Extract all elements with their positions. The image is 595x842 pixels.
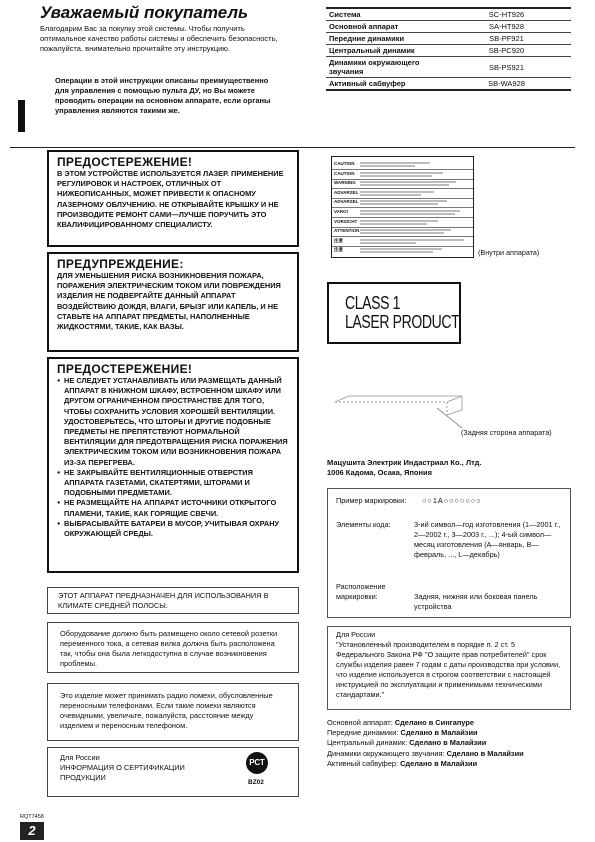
service-life-text: "Установленный производителем в порядке п. 2 ст. 5 Федерального Закона РФ "О защите прав потребителей" срок службы изделия равен 7 годам с даты производства при условии, что изделие используется в строгом соответствии с настоящей инструкцией по эксплуатации и применимыми техническими стандартами.": [336, 640, 561, 699]
caution-text: В ЭТОМ УСТРОЙСТВЕ ИСПОЛЬЗУЕТСЯ ЛАЗЕР. ПРИМЕНЕНИЕ РЕГУЛИРОВОК И НАСТРОЕК, ОТЛИЧНЫХ ОТ НИЖЕОПИСАННЫХ, МОЖЕТ ПРИВЕСТИ К ОПАСНОМУ ЛАЗЕРНОМУ ОБЛУЧЕНИЮ. НЕ ОТКРЫВАЙТЕ КРЫШКУ И НЕ ПРОИЗВОДИТЕ РЕМОНТ САМИ—ЛУЧШЕ ПОРУЧИТЬ ЭТО КВАЛИФИЦИРОВАННОМУ СПЕЦИАЛИСТУ.: [57, 169, 284, 230]
laser-label-fine-print: [360, 184, 449, 186]
table-cell-value: SB-PF921: [442, 33, 571, 45]
list-item: Передние динамики: Сделано в Малайзии: [327, 728, 478, 738]
list-item: ● ВЫБРАСЫВАЙТЕ БАТАРЕИ В МУСОР, УЧИТЫВАЯ ОХРАНУ ОКРУЖАЮЩЕЙ СРЕДЫ.: [57, 519, 289, 539]
laser-label-fine-print: [360, 248, 442, 250]
laser-label-word: 注意: [334, 247, 343, 253]
laser-label-fine-print: [360, 251, 433, 253]
laser-label-word: WARNING: [334, 180, 356, 186]
table-cell-label: Динамики окружающего звучания: [326, 57, 442, 78]
laser-label-fine-print: [360, 200, 447, 202]
table-cell-label: Центральный динамик: [326, 45, 442, 57]
laser-label-fine-print: [360, 232, 444, 234]
marking-elements-label: Элементы кода:: [336, 520, 391, 529]
inside-caption: (Внутри аппарата): [478, 248, 540, 257]
cert-region: Для России: [60, 753, 100, 762]
warning-box: [47, 252, 299, 352]
table-cell-label: Основной аппарат: [326, 21, 442, 33]
laser-label-fine-print: [360, 210, 460, 212]
table-row: [326, 21, 571, 33]
list-item: ● НЕ СЛЕДУЕТ УСТАНАВЛИВАТЬ ИЛИ РАЗМЕЩАТЬ ДАННЫЙ АППАРАТ В КНИЖНОМ ШКАФУ, ВСТРОЕННОМ ШКАФУ ИЛИ ДРУГОМ ОГРАНИЧЕННОМ ПРОСТРАНСТВЕ ДЛЯ ТОГО, ЧТОБЫ СОХРАНИТЬ УСЛОВИЯ ХОРОШЕЙ ВЕНТИЛЯЦИИ. УДОСТОВЕРЬТЕСЬ, ЧТО ШТОРЫ И ДРУГИЕ ПОДОБНЫЕ ПРЕДМЕТЫ НЕ ПРЕПЯТСТВУЮТ НОРМАЛЬНОЙ ВЕНТИЛЯЦИИ ДЛЯ ПРЕДОТВРАЩЕНИЯ РИСКА ПОРАЖЕНИЯ ЭЛЕКТРИЧЕСКИМ ТОКОМ ИЛИ ВОЗНИКНОВЕНИЯ ПОЖАРА ИЗ-ЗА ПЕРЕГРЕВА.: [57, 376, 289, 468]
list-item: Основной аппарат: Сделано в Сингапуре: [327, 718, 474, 727]
cert-text: ИНФОРМАЦИЯ О СЕРТИФИКАЦИИ ПРОДУКЦИИ: [60, 763, 185, 782]
laser-label-fine-print: [360, 213, 455, 215]
warning-text: ДЛЯ УМЕНЬШЕНИЯ РИСКА ВОЗНИКНОВЕНИЯ ПОЖАРА, ПОРАЖЕНИЯ ЭЛЕКТРИЧЕСКИМ ТОКОМ ИЛИ ПОВРЕЖДЕНИЯ ИЗДЕЛИЯ НЕ ПОДВЕРГАЙТЕ ДАННЫЙ АППАРАТ ВОЗДЕЙСТВИЮ ДОЖДЯ, ВЛАГИ, БРЫЗГ ИЛИ КАПЕЛЬ, И НЕ СТАВЬТЕ НА АППАРАТ ПРЕДМЕТЫ, НАПОЛНЕННЫЕ ЖИДКОСТЯМИ, ТАКИЕ, КАК ВАЗЫ.: [57, 271, 281, 332]
list-item: ● НЕ ЗАКРЫВАЙТЕ ВЕНТИЛЯЦИОННЫЕ ОТВЕРСТИЯ АППАРАТА ГАЗЕТАМИ, СКАТЕРТЯМИ, ШТОРАМИ И ПОДОБНЫМИ ПРЕДМЕТАМИ.: [57, 468, 289, 499]
laser-label-fine-print: [360, 165, 415, 167]
page-title: Уважаемый покупатель: [40, 3, 249, 22]
back-caption: (Задняя сторона аппарата): [461, 428, 552, 437]
pct-logo-icon: РСТ: [246, 752, 268, 774]
laser-label-word: CAUTION: [334, 161, 355, 166]
laser-label-fine-print: [360, 191, 434, 193]
caution-title: ПРЕДОСТЕРЕЖЕНИЕ!: [57, 155, 193, 169]
table-row: [326, 33, 571, 45]
divider: [10, 147, 575, 148]
caution-box-laser: [47, 150, 299, 247]
laser-label-word: CAUTION: [334, 170, 355, 176]
laser-label-fine-print: [360, 239, 464, 241]
table-cell-label: Передние динамики: [326, 33, 442, 45]
list-item: Динамики окружающего звучания: Сделано в Малайзии: [327, 748, 524, 758]
laser-label-word: 注意: [334, 237, 343, 243]
cert-code: BZ02: [248, 779, 264, 786]
list-item: ● НЕ РАЗМЕЩАЙТЕ НА АППАРАТ ИСТОЧНИКИ ОТКРЫТОГО ПЛАМЕНИ, ТАКИЕ, КАК ГОРЯЩИЕ СВЕЧИ.: [57, 498, 289, 518]
laser-label-fine-print: [360, 242, 416, 244]
laser-label-fine-print: [360, 229, 451, 231]
laser-label-word: VORSICHT: [334, 218, 358, 224]
laser-label-divider: [332, 246, 473, 247]
laser-label-word: ATTENTION: [334, 228, 360, 234]
laser-label-fine-print: [360, 175, 432, 177]
table-row: [326, 8, 571, 21]
class1-line1: CLASS 1: [345, 293, 401, 313]
caution-list: [57, 376, 289, 539]
marking-example-label: Пример маркировки:: [336, 496, 407, 505]
service-life-box: [327, 626, 571, 710]
radio-note: Это изделие может принимать радио помехи, обусловленные переносными телефонами. Если такие помехи являются очевидными, увеличьте, пожалуйста, расстояние между изделием и переносным телефоном.: [47, 683, 299, 741]
laser-label-fine-print: [360, 223, 427, 225]
climate-note: ЭТОТ АППАРАТ ПРЕДНАЗНАЧЕН ДЛЯ ИСПОЛЬЗОВАНИЯ В КЛИМАТЕ СРЕДНЕЙ ПОЛОСЫ.: [47, 587, 299, 614]
marking-box: [327, 488, 571, 618]
operation-note: Операции в этой инструкции описаны преимущественно для управления с помощью пульта ДУ, но Вы можете проводить операции на основном аппарате, если органы управления являются такими же.: [55, 76, 271, 115]
table-row: [326, 57, 571, 78]
table-cell-value: SC-HT926: [442, 8, 571, 21]
table-row: [326, 45, 571, 57]
laser-label-fine-print: [360, 203, 438, 205]
laser-label-fine-print: [360, 162, 430, 164]
marking-elements-value: 3-ий символ—год изготовления (1—2001 г., 2—2002 г., 3—2003 г., ...); 4-ый символ—месяц изготовления (А—январь, В—февраль, ..., L—декабрь): [414, 520, 561, 559]
list-item: Активный сабвуфер: Сделано в Малайзии: [327, 758, 478, 768]
laser-label-fine-print: [360, 181, 456, 183]
table-cell-label: Активный сабвуфер: [326, 78, 442, 91]
laser-label-word: VARO!: [334, 209, 349, 214]
table-cell-value: SB-PC920: [442, 45, 571, 57]
origin-list: [327, 718, 524, 769]
socket-note: Оборудование должно быть размещено около сетевой розетки переменного тока, а сетевая вилка должна быть расположена так, чтобы она была легкодоступна в случае возникновения проблемы.: [47, 622, 299, 673]
class1-line2: LASER PRODUCT: [345, 312, 460, 332]
table-cell-value: SB-PS921: [442, 57, 571, 78]
laser-label-divider: [332, 236, 473, 237]
section-tab-marker: [18, 100, 25, 132]
laser-label-word: ADVARSEL: [334, 189, 359, 195]
list-item: Центральный динамик: Сделано в Малайзии: [327, 738, 487, 748]
table-row: [326, 78, 571, 91]
table-cell-value: SA-HT928: [442, 21, 571, 33]
laser-label-word: ADVARSEL: [334, 199, 359, 205]
laser-label-divider: [332, 207, 473, 208]
intro-text: Благодарим Вас за покупку этой системы. Чтобы получить оптимальное качество работы системы и обеспечить безопасность, пожалуйста, внимательно прочитайте эту инструкцию.: [40, 24, 278, 53]
laser-label-fine-print: [360, 220, 438, 222]
table-cell-value: SB-WA928: [442, 78, 571, 91]
doc-code: RQT7458: [20, 814, 44, 820]
certification-box: [47, 747, 299, 797]
laser-labels-image: [331, 156, 474, 258]
service-life-title: Для России: [336, 630, 376, 639]
manufacturer: Мацушита Электрик Индастриал Ко., Лтд. 1006 Кадома, Осака, Япония: [327, 458, 482, 477]
marking-location-label: Расположение маркировки:: [336, 582, 386, 601]
class1-label: [327, 282, 461, 344]
marking-example-value: ○○1A○○○○○○○: [422, 496, 482, 505]
laser-label-fine-print: [360, 172, 443, 174]
warning-title: ПРЕДУПРЕЖДЕНИЕ:: [57, 257, 184, 271]
marking-location-value: Задняя, нижняя или боковая панель устройства: [414, 592, 538, 611]
laser-label-fine-print: [360, 194, 421, 196]
page-number: 2: [20, 822, 44, 840]
caution-box-ventilation: [47, 357, 299, 573]
system-table: [326, 7, 571, 91]
table-cell-label: Система: [326, 8, 442, 21]
caution-title: ПРЕДОСТЕРЕЖЕНИЕ!: [57, 362, 193, 376]
